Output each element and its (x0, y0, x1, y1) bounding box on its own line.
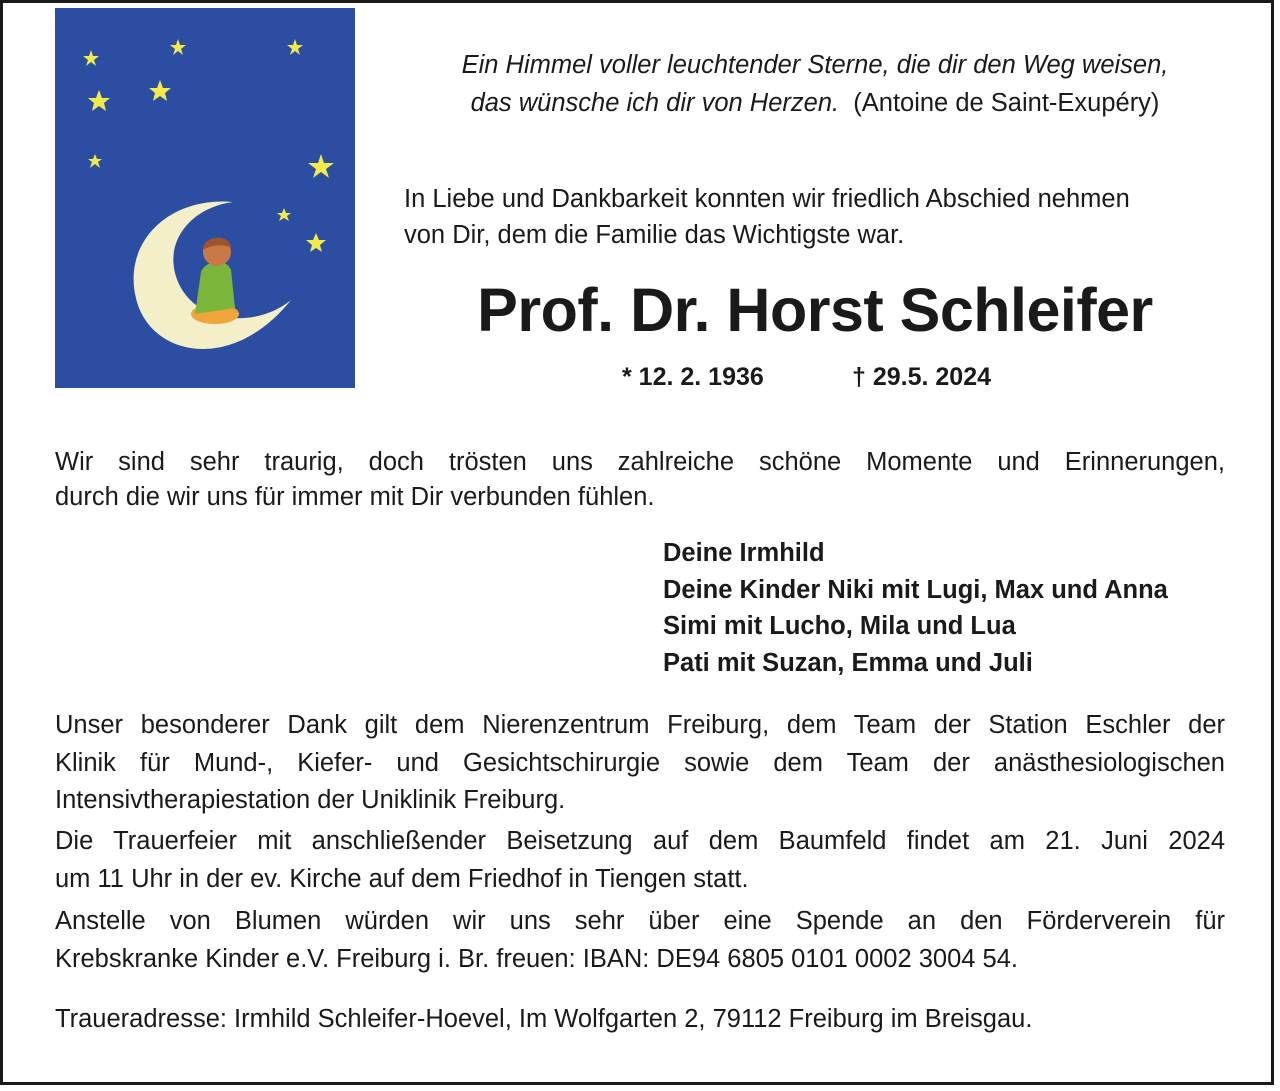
address-paragraph (55, 1001, 1225, 1039)
death-date: † 29.5. 2024 (852, 363, 992, 391)
moon-and-stars-illustration (55, 8, 355, 388)
thanks-line-2: Klinik für Mund-, Kiefer- und Gesichtschirurgie sowie dem Team der anästhesiologischen (55, 748, 1225, 777)
birth-date: * 12. 2. 1936 (622, 363, 764, 391)
thanks-line-3: Intensivtherapiestation der Uniklinik Freiburg. (55, 786, 566, 814)
thanks-line-1: Unser besonderer Dank gilt dem Nierenzentrum Freiburg, dem Team der Station Eschler der (55, 711, 1225, 739)
family-line: Deine Kinder Niki mit Lugi, Max und Anna (663, 575, 1168, 604)
intro-text (404, 181, 1234, 253)
quote-block (395, 46, 1235, 122)
quote-line-2-text: das wünsche ich dir von Herzen. (470, 89, 840, 117)
funeral-line-1: Die Trauerfeier mit anschließender Beisetzung auf dem Baumfeld findet am 21. Juni 2024 (55, 827, 1225, 855)
intro-line-1: In Liebe und Dankbarkeit konnten wir friedlich Abschied nehmen (404, 185, 1130, 213)
grief-text (55, 445, 1225, 515)
quote-line-2 (395, 84, 1235, 122)
quote-line-1: Ein Himmel voller leuchtender Sterne, die dir den Weg weisen, (461, 51, 1169, 79)
intro-line-2: von Dir, dem die Familie das Wichtigste war. (404, 221, 905, 249)
address-line: Traueradresse: Irmhild Schleifer-Hoevel, Im Wolfgarten 2, 79112 Freiburg im Breisgau. (55, 1005, 1033, 1033)
funeral-paragraph (55, 823, 1225, 898)
grief-line-2: durch die wir uns für immer mit Dir verbunden fühlen. (55, 483, 655, 511)
donation-paragraph (55, 903, 1225, 978)
funeral-line-2: um 11 Uhr in der ev. Kirche auf dem Friedhof in Tiengen statt. (55, 864, 749, 893)
family-line: Simi mit Lucho, Mila und Lua (663, 612, 1016, 640)
quote-author: (Antoine de Saint-Exupéry) (853, 89, 1160, 117)
thanks-paragraph (55, 707, 1225, 820)
donation-line-1: Anstelle von Blumen würden wir uns sehr über eine Spende an den Förderverein für (55, 907, 1225, 935)
grief-line-1: Wir sind sehr traurig, doch trösten uns zahlreiche schöne Momente und Erinnerungen, (55, 448, 1225, 476)
family-signatures (663, 535, 1233, 681)
donation-line-2: Krebskranke Kinder e.V. Freiburg i. Br. freuen: IBAN: DE94 6805 0101 0002 3004 54. (55, 944, 1018, 973)
deceased-name: Prof. Dr. Horst Schleifer (477, 276, 1153, 344)
family-line: Deine Irmhild (663, 539, 825, 567)
family-line: Pati mit Suzan, Emma und Juli (663, 648, 1033, 677)
